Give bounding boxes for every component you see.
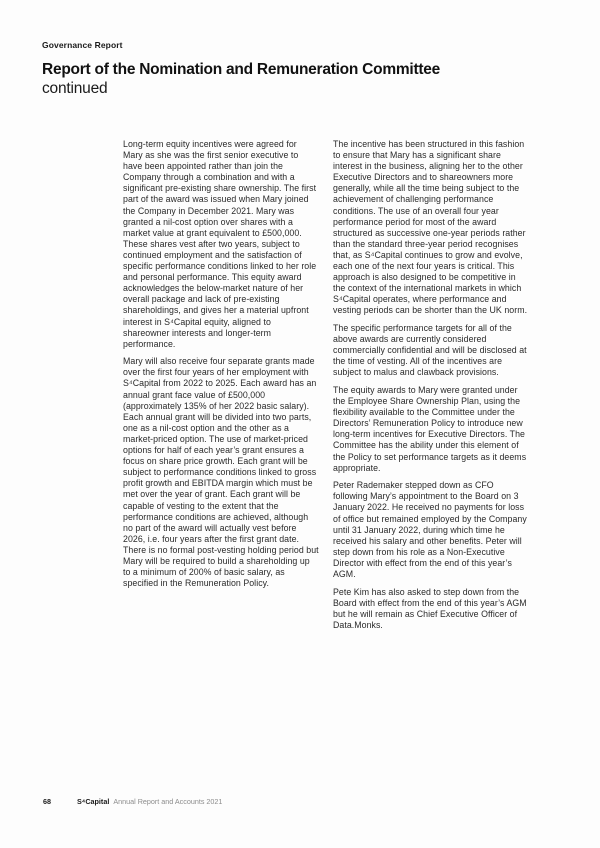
page-footer — [0, 797, 600, 809]
page-header — [42, 40, 562, 98]
page-title-continued: continued — [42, 80, 108, 97]
paragraph: The specific performance targets for all of the above awards are currently considered commercially confidential and will be disclosed at the time of vesting. All of the incentives are subject to malus and clawback provisions. — [333, 323, 527, 378]
paragraph: The equity awards to Mary were granted under the Employee Share Ownership Plan, using the flexibility available to the Committee under the Directors’ Remuneration Policy to introduce new long-term incentives for Executive Directors. The Committee has the ability under this element of the Policy to set performance targets as it deems appropriate. — [333, 384, 527, 473]
paragraph: Long-term equity incentives were agreed for Mary as she was the first senior executive to have been appointed rather than join the Company through a combination and with a significant pre-existing share ownership. The first part of the award was issued when Mary joined the Company in December 2021. Mary was granted a nil-cost option over shares with a market value at grant equivalent to £500,000. These shares vest after two years, subject to continued employment and the satisfaction of specific performance conditions linked to her role and personal performance. This equity award acknowledges the below-market nature of her overall package and lack of pre-existing shareholdings, and gives her a material upfront interest in S⁴Capital equity, aligned to shareowner interests and longer-term performance. — [123, 139, 317, 349]
page-number: 68 — [43, 797, 51, 806]
paragraph: Mary will also receive four separate grants made over the first four years of her employment with S⁴Capital from 2022 to 2025. Each award has an annual grant face value of £500,000 (approximately 135% of her 2022 basic salary). Each annual grant will be divided into two parts, one as a nil-cost option and the other as a market-priced option. The use of market-priced options for half of each year’s grant ensures a focus on share price growth. Each grant will be subject to performance conditions linked to gross profit growth and EBITDA margin which must be met over the year of grant. Each grant will be capable of vesting to the extent that the performance conditions are achieved, although no part of the award will actually vest before 2026, i.e. four years after the first grant date. There is no formal post-vesting holding period but Mary will be required to build a shareholding up to a minimum of 200% of basic salary, as specified in the Remuneration Policy. — [123, 356, 319, 589]
footer-brand-line — [77, 797, 222, 806]
body-content — [123, 139, 529, 637]
brand-name: S⁴Capital — [77, 797, 110, 806]
paragraph: The incentive has been structured in this fashion to ensure that Mary has a significant share interest in the business, aligning her to the other Executive Directors and to shareowners more generally, while all the time being subject to the achievement of challenging performance conditions. The use of an overall four year performance period for most of the award structured as successive one-year periods rather than the standard three-year period recognises that, as S⁴Capital continues to grow and evolve, each one of the next four years is critical. This approach is also designed to be competitive in the context of the international markets in which S⁴Capital operates, where performance and vesting periods can be shorter than the UK norm. — [333, 139, 528, 316]
report-name: Annual Report and Accounts 2021 — [113, 797, 223, 806]
paragraph: Peter Rademaker stepped down as CFO following Mary’s appointment to the Board on 3 January 2022. He received no payments for loss of office but remained employed by the Company until 31 January 2022, during which time he received his salary and other benefits. Peter will step down from his role as a Non-Executive Director with effect from the end of this year’s AGM. — [333, 480, 527, 579]
left-column — [123, 139, 319, 637]
paragraph: Pete Kim has also asked to step down from the Board with effect from the end of this year’s AGM but he will remain as Chief Executive Officer of Data.Monks. — [333, 586, 527, 630]
section-eyebrow: Governance Report — [42, 40, 123, 50]
right-column — [333, 139, 529, 637]
page-title: Report of the Nomination and Remuneration Committee — [42, 61, 441, 78]
